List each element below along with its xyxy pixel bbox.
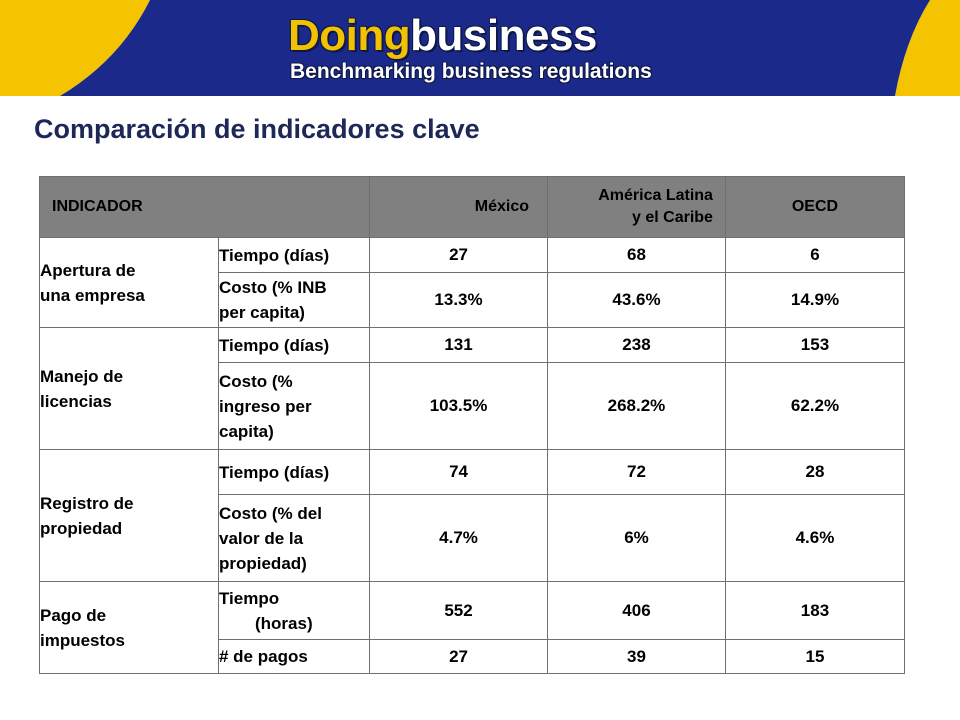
sub-indicator-label: Costo (% ingreso per capita) (218, 363, 369, 450)
value-oecd: 153 (725, 328, 904, 363)
value-mexico: 103.5% (370, 363, 548, 450)
value-alc: 268.2% (548, 363, 726, 450)
header-mexico: México (370, 177, 548, 238)
value-oecd: 62.2% (725, 363, 904, 450)
value-alc: 6% (548, 495, 726, 582)
sub-indicator-label: Tiempo (horas) (218, 582, 369, 640)
logo-doing: Doing (288, 11, 411, 60)
group-label: Manejo de licencias (40, 328, 219, 450)
value-alc: 72 (548, 450, 726, 495)
header-indicador: INDICADOR (40, 177, 370, 238)
value-oecd: 15 (725, 640, 904, 674)
header-alc-line1: América Latina (598, 187, 713, 204)
value-oecd: 6 (725, 238, 904, 273)
value-mexico: 4.7% (370, 495, 548, 582)
sub-indicator-label: # de pagos (218, 640, 369, 674)
sub-indicator-label: Costo (% del valor de la propiedad) (218, 495, 369, 582)
value-oecd: 4.6% (725, 495, 904, 582)
table-row (40, 582, 905, 640)
header-alc-line2: y el Caribe (632, 209, 713, 226)
indicators-table (39, 176, 905, 674)
page-title: Comparación de indicadores clave (34, 114, 480, 144)
value-mexico: 13.3% (370, 273, 548, 328)
group-label: Apertura de una empresa (40, 238, 219, 328)
doingbusiness-logo (288, 10, 597, 62)
group-label: Registro de propiedad (40, 450, 219, 582)
table-row (40, 238, 905, 273)
sub-indicator-label: Tiempo (días) (218, 328, 369, 363)
header-banner (0, 0, 960, 96)
logo-business: business (410, 11, 597, 60)
sub-indicator-label: Tiempo (días) (218, 450, 369, 495)
header-oecd: OECD (725, 177, 904, 238)
value-oecd: 183 (725, 582, 904, 640)
value-mexico: 27 (370, 238, 548, 273)
banner-tagline: Benchmarking business regulations (290, 60, 652, 83)
value-alc: 43.6% (548, 273, 726, 328)
value-alc: 238 (548, 328, 726, 363)
group-label: Pago de impuestos (40, 582, 219, 674)
value-alc: 68 (548, 238, 726, 273)
value-mexico: 552 (370, 582, 548, 640)
value-oecd: 14.9% (725, 273, 904, 328)
table-row (40, 328, 905, 363)
value-alc: 406 (548, 582, 726, 640)
value-mexico: 74 (370, 450, 548, 495)
table-header-row (40, 177, 905, 238)
table-row (40, 450, 905, 495)
sub-indicator-label: Costo (% INB per capita) (218, 273, 369, 328)
value-mexico: 27 (370, 640, 548, 674)
sub-indicator-label: Tiempo (días) (218, 238, 369, 273)
header-america-latina (548, 177, 726, 238)
value-oecd: 28 (725, 450, 904, 495)
value-mexico: 131 (370, 328, 548, 363)
value-alc: 39 (548, 640, 726, 674)
